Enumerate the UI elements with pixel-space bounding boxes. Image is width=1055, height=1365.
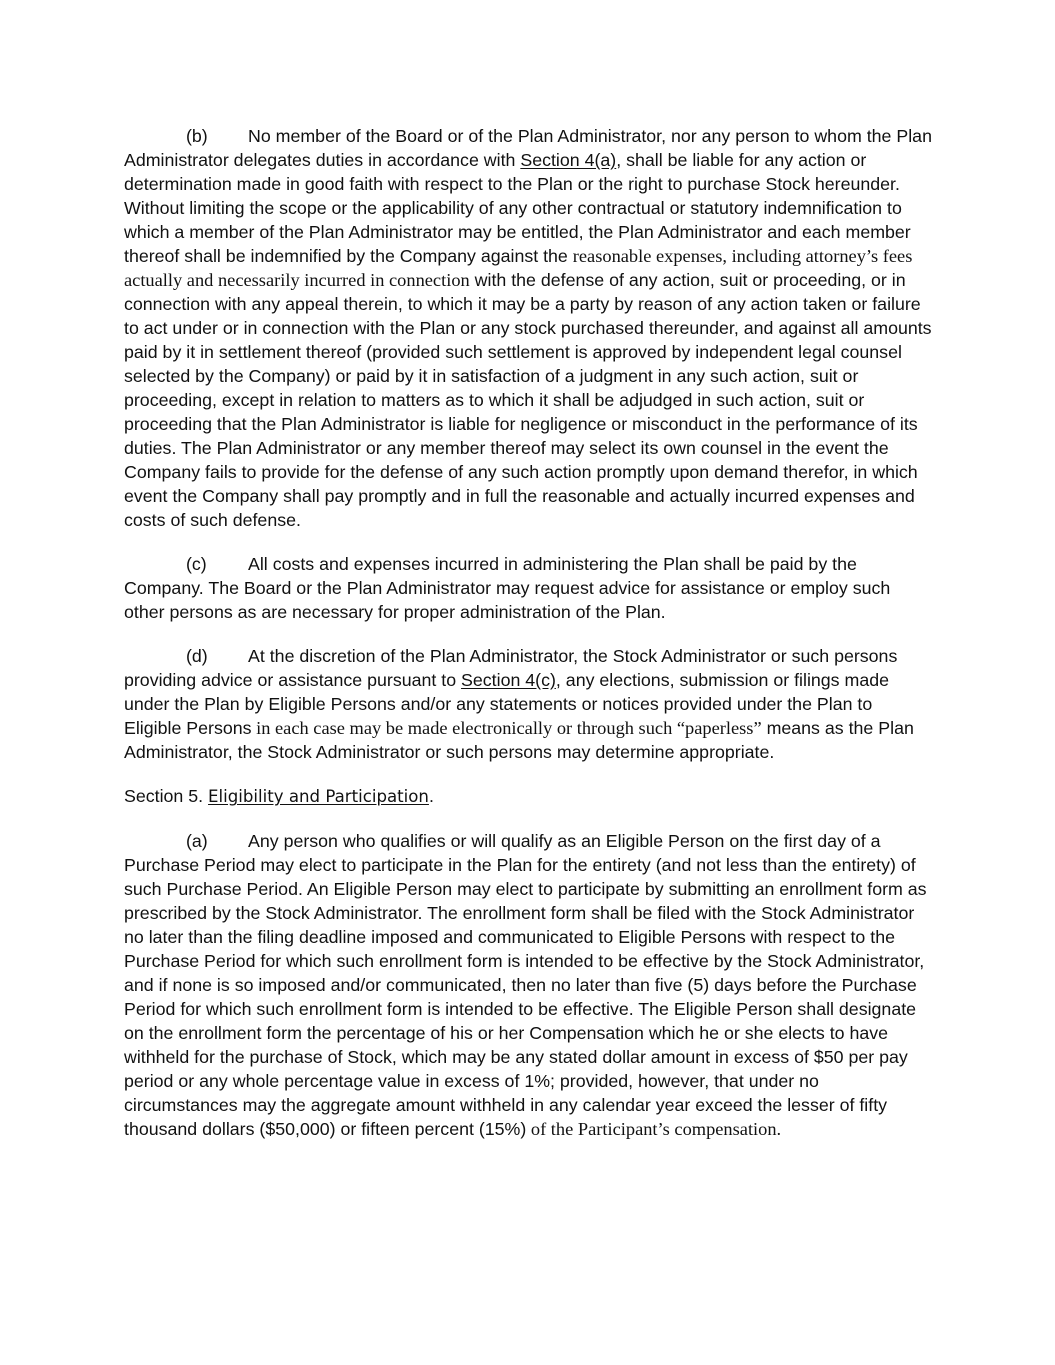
paragraph-text-serif: in each case may be made electronically or through such “paperless” (251, 718, 762, 738)
paragraph-text: No member of the Board or of the Plan Administrator, nor any person to whom the Plan Administrator delegates duties in accordance with (124, 126, 932, 170)
paragraph-text: Any person who qualifies or will qualify as an Eligible Person on the first day of a Purchase Period may elect to participate in the Plan for the entirety (and not less than the entirety) of such Purchase Period. An Eligible Person may elect to participate by submitting an enrollment form as prescribed by the Stock Administrator. The enrollment form shall be filed with the Stock Administrator no later than the filing deadline imposed and communicated to Eligible Persons with respect to the Purchase Period for which such enrollment form is intended to be effective by the Stock Administrator, and if none is so imposed and/or communicated, then no later than five (5) days before the Purchase Period for which such enrollment form is intended to be effective. The Eligible Person shall designate on the enrollment form the percentage of his or her Compensation which he or she elects to have withheld for the purchase of Stock, which may be any stated dollar amount in excess of $50 per pay period or any whole percentage value in excess of 1%; provided, however, that under no circumstances may the aggregate amount withheld in any calendar year exceed the lesser of fifty thousand dollars ($50,000) or fifteen percent (15%) (124, 831, 927, 1139)
paragraph-label: (b) (186, 126, 208, 146)
paragraph-label: (a) (186, 831, 208, 851)
paragraph-text: with the defense of any action, suit or proceeding, or in connection with any appeal therein, to which it may be a party by reason of any action taken or failure to act under or in connection with the Plan or any stock purchased thereunder, and against all amounts paid by it in settlement thereof (provided such settlement is approved by independent legal counsel selected by the Company) or paid by it in satisfaction of a judgment in any such action, suit or proceeding, except in relation to matters as to which it shall be adjudged in such action, suit or proceeding that the Plan Administrator is liable for negligence or misconduct in the performance of its duties. The Plan Administrator or any member thereof may select its own counsel in the event the Company fails to provide for the defense of any such action promptly upon demand therefor, in which event the Company shall pay promptly and in full the reasonable and actually incurred expenses and costs of such defense. (124, 270, 932, 530)
section-title: Eligibility and Participation (208, 787, 429, 806)
paragraph-5a (124, 829, 934, 1141)
paragraph-4b (124, 124, 934, 532)
document-page (124, 124, 934, 1161)
paragraph-text: , any elections, submission or filings made under the Plan by Eligible Persons and/or any statements or notices provided under the Plan to Eligible Persons (124, 670, 889, 738)
section-heading (124, 784, 934, 809)
paragraph-label: (c) (186, 554, 207, 574)
paragraph-text: , shall be liable for any action or determination made in good faith with respect to the Plan or the right to purchase Stock hereunder. Without limiting the scope or the applicability of any other contractual or statutory indemnification to which a member of the Plan Administrator may be entitled, the Plan Administrator and each member thereof shall be indemnified by the Company against the (124, 150, 911, 266)
section-reference-link: Section 4(c) (461, 670, 556, 690)
section-heading-period: . (428, 786, 434, 806)
paragraph-text-serif: reasonable expenses, including attorney’s fees actually and necessarily incurred in connection (124, 246, 913, 290)
paragraph-text-serif: of the Participant’s compensation. (526, 1119, 782, 1139)
paragraph-4c (124, 552, 934, 624)
section-number: Section 5. (124, 786, 209, 806)
paragraph-text: At the discretion of the Plan Administrator, the Stock Administrator or such persons providing advice or assistance pursuant to (124, 646, 898, 690)
paragraph-4d (124, 644, 934, 764)
paragraph-text: All costs and expenses incurred in administering the Plan shall be paid by the Company. The Board or the Plan Administrator may request advice for assistance or employ such other persons as are necessary for proper administration of the Plan. (124, 554, 891, 622)
paragraph-label: (d) (186, 646, 208, 666)
section-reference-link: Section 4(a) (520, 150, 617, 170)
paragraph-text: means as the Plan Administrator, the Stock Administrator or such persons may determine appropriate. (124, 718, 914, 762)
